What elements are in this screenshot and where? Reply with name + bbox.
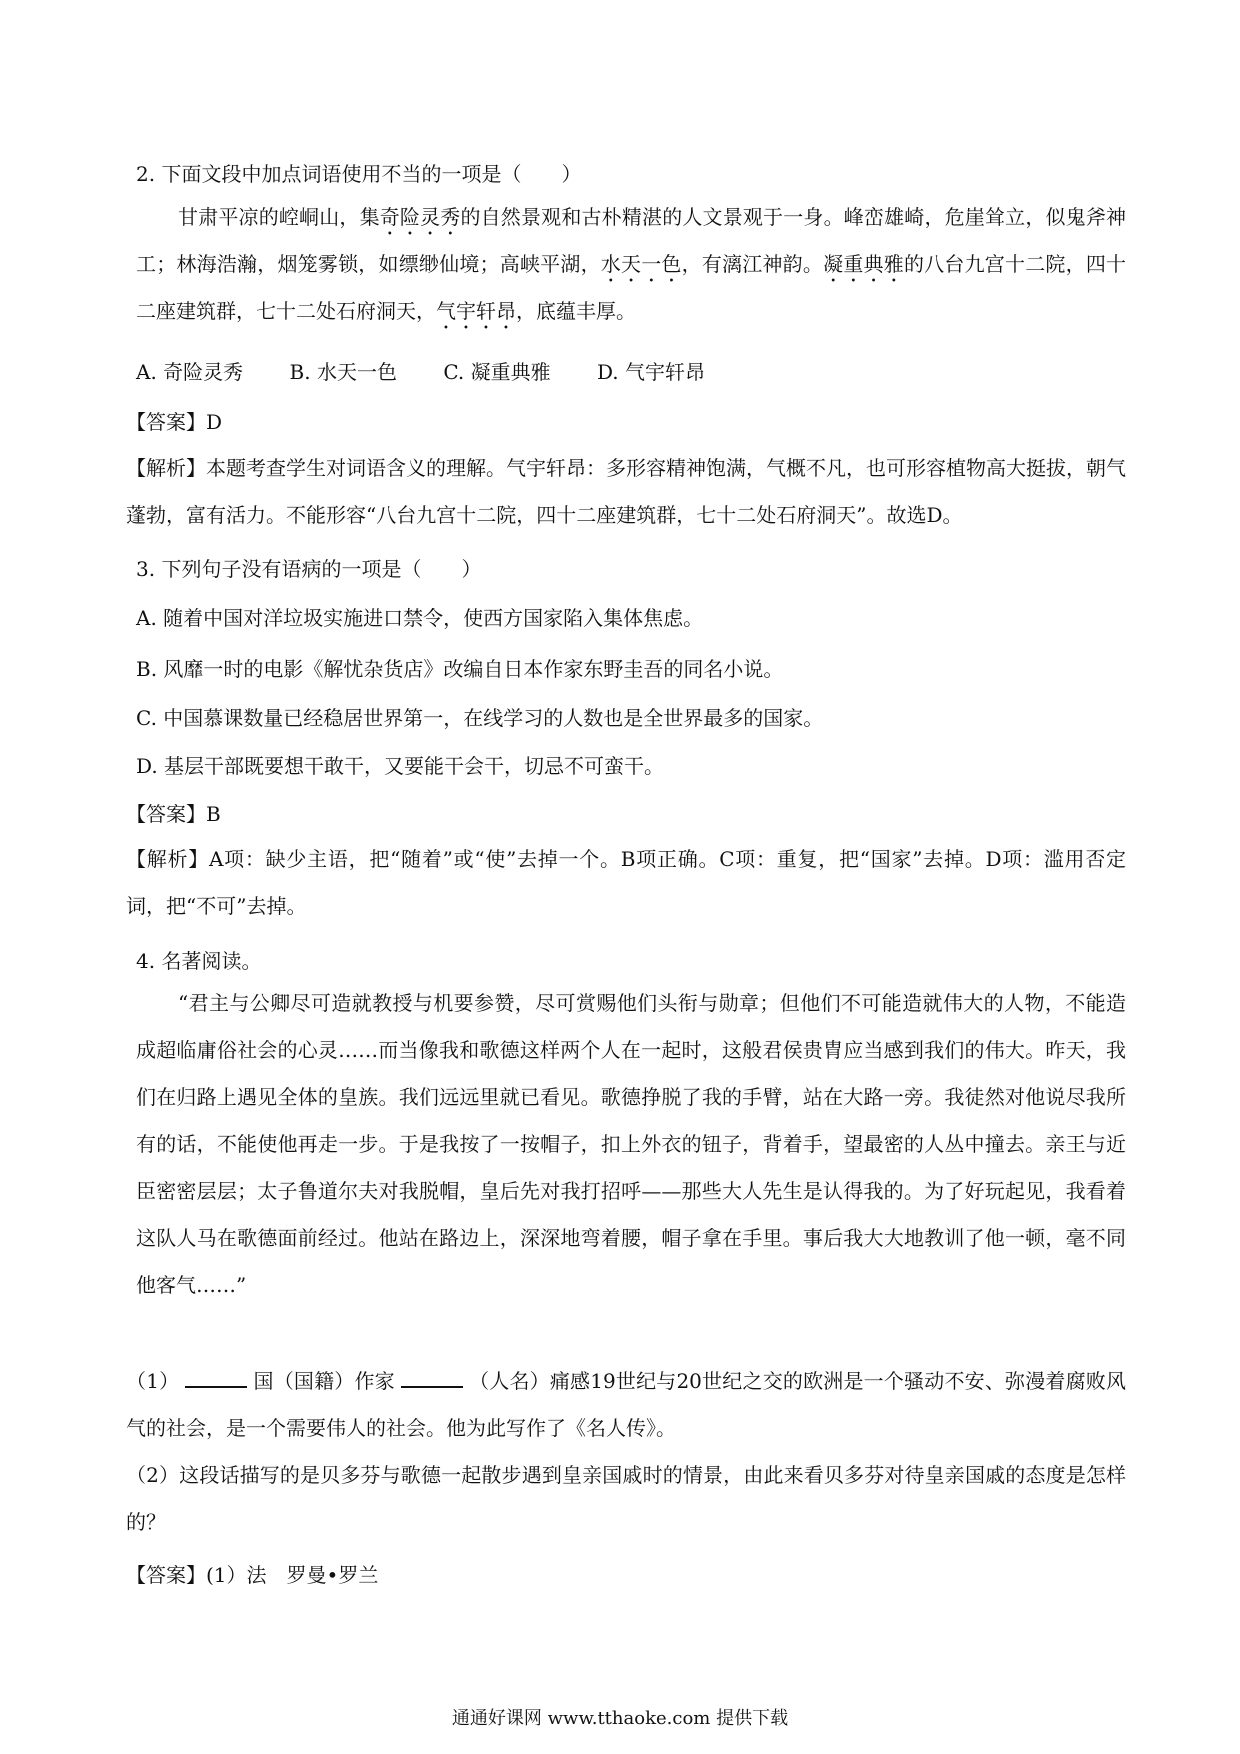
q2-passage <box>136 194 1126 335</box>
q4-sub1-prefix: （1） <box>126 1369 180 1393</box>
q2-dotted-word-1: 奇险灵秀 <box>379 205 461 229</box>
q2-passage-s4: 的八台九宫十二院，四十二座建筑群，七十二处石府洞天， <box>136 252 1127 323</box>
q2-option-a: A. 奇险灵秀 <box>136 360 244 384</box>
q4-answer: 【答案】(1）法 罗曼•罗兰 <box>126 1563 379 1587</box>
q2-passage-s1: 甘肃平凉的崆峒山，集 <box>178 205 380 229</box>
q2-passage-s3: ，有漓江神韵。 <box>681 252 824 276</box>
q4-stem: 4. 名著阅读。 <box>136 949 262 973</box>
page-footer: 通通好课网 www.tthaoke.com 提供下载 <box>451 1708 789 1729</box>
q2-passage-s5: ，底蕴丰厚。 <box>516 299 636 323</box>
q2-option-c: C. 凝重典雅 <box>443 360 551 384</box>
q4-blank-country <box>185 1368 247 1388</box>
q3-option-c: C. 中国慕课数量已经稳居世界第一，在线学习的人数也是全世界最多的国家。 <box>136 706 824 730</box>
q4-sub-question-1 <box>126 1358 1126 1452</box>
q4-sub1-mid2: （人名）痛感19世纪与20世纪之交的欧洲是一个骚动不安、弥漫着腐败风气的社会，是一个需要伟人的社会。他为此写作了《名人传》。 <box>126 1369 1126 1440</box>
q3-stem: 3. 下列句子没有语病的一项是（ ） <box>136 557 482 581</box>
q4-sub1-mid1: 国（国籍）作家 <box>253 1369 395 1393</box>
q4-blank-author <box>401 1368 463 1388</box>
q2-option-b: B. 水天一色 <box>289 360 397 384</box>
q2-passage-s2: 的自然景观和古朴精湛的人文景观于一身。峰峦雄崎，危崖耸立，似鬼斧神工；林海浩瀚，烟笼雾锁，如缥缈仙境；高峡平湖， <box>136 205 1127 276</box>
q3-option-a: A. 随着中国对洋垃圾实施进口禁令，使西方国家陷入集体焦虑。 <box>136 606 704 630</box>
q2-dotted-word-3: 凝重典雅 <box>823 252 904 276</box>
q2-answer: 【答案】D <box>126 410 223 434</box>
q2-options <box>136 358 745 386</box>
q2-option-d: D. 气宇轩昂 <box>596 360 706 384</box>
q2-stem: 2. 下面文段中加点词语使用不当的一项是（ ） <box>136 162 582 186</box>
q2-dotted-word-4: 气宇轩昂 <box>436 299 516 323</box>
q3-option-d: D. 基层干部既要想干敢干，又要能干会干，切忌不可蛮干。 <box>136 754 665 778</box>
q3-answer: 【答案】B <box>126 802 221 826</box>
q4-passage: “君主与公卿尽可造就教授与机要参赞，尽可赏赐他们头衔与勋章；但他们不可能造就伟大的人物，不能造成超临庸俗社会的心灵……而当像我和歌德这样两个人在一起时，这般君侯贵胄应当感到我们的伟大。昨天，我们在归路上遇见全体的皇族。我们远远里就已看见。歌德挣脱了我的手臂，站在大路一旁。我徒然对他说尽我所有的话，不能使他再走一步。于是我按了一按帽子，扣上外衣的钮子，背着手，望最密的人丛中撞去。亲王与近臣密密层层；太子鲁道尔夫对我脱帽，皇后先对我打招呼——那些大人先生是认得我的。为了好玩起见，我看着这队人马在歌德面前经过。他站在路边上，深深地弯着腰，帽子拿在手里。事后我大大地教训了他一顿，毫不同他客气……” <box>136 991 1126 1297</box>
q3-option-b: B. 风靡一时的电影《解忧杂货店》改编自日本作家东野圭吾的同名小说。 <box>136 657 784 681</box>
q4-sub-question-2: （2）这段话描写的是贝多芬与歌德一起散步遇到皇亲国戚时的情景，由此来看贝多芬对待皇亲国戚的态度是怎样的？ <box>126 1463 1126 1534</box>
q2-analysis: 【解析】本题考查学生对词语含义的理解。气宇轩昂：多形容精神饱满，气概不凡，也可形容植物高大挺拔，朝气蓬勃，富有活力。不能形容“八台九宫十二院，四十二座建筑群，七十二处石府洞天”。故选D。 <box>126 456 1126 527</box>
q3-analysis: 【解析】A项：缺少主语，把“随着”或“使”去掉一个。B项正确。C项：重复，把“国家”去掉。D项：滥用否定词，把“不可”去掉。 <box>126 847 1126 918</box>
q2-dotted-word-2: 水天一色 <box>600 252 682 276</box>
